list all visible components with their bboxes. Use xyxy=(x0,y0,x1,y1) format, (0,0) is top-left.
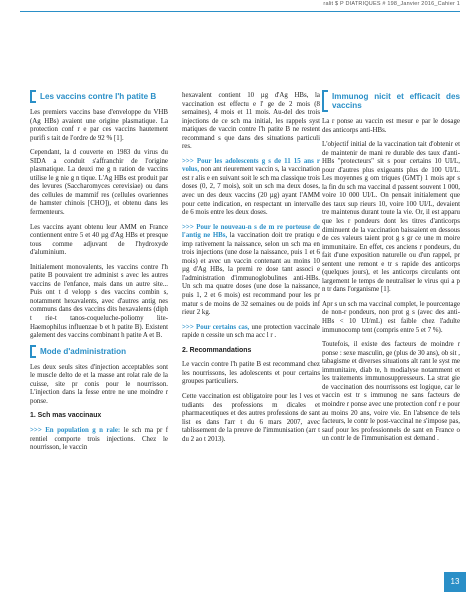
paragraph-lead: >>> Pour les adolescents g s de 11 15 ans r volus, xyxy=(182,157,320,174)
header-text: ralit $ P DIATRIQUES # 198_Janvier 2016_Cahier 1 xyxy=(323,1,460,7)
paragraph: La r ponse au vaccin est mesur e par le dosage des anticorps anti-HBs. xyxy=(322,118,460,134)
page-header xyxy=(0,0,466,20)
paragraph-lead: >>> Pour certains cas, xyxy=(182,323,250,331)
paragraph: Toutefois, il existe des facteurs de moindre r ponse : sexe masculin, ge (plus de 30 ans), ob sit , tabagisme et diverses situations alt rant le syst me immunitaire, diab te, h modialyse notamment et les traitements immunosuppresseurs. La strat gie de vaccination des nourrissons est logique, car le vaccin est tr s immunog ne sans facteurs de moindre r ponse avec une protection conf r e pour au moins 20 ans, voire vie. En l'absence de tels facteurs, le contr le post-vaccinal ne s'impose pas, sauf pour les professionnels de sant en France o un contr le de l'immunisation est demand . xyxy=(322,341,460,443)
subheading: 1. Sch mas vaccinaux xyxy=(30,412,102,420)
paragraph: Les premiers vaccins base d'enveloppe du VHB (Ag HBs) avaient une origine plasmatique. La protection conf r e par ces vaccins hautement purifi s tait de l'ordre de 92 % [1]. xyxy=(30,109,168,142)
paragraph: Cependant, la d couverte en 1983 du virus du SIDA a conduit s'affranchir de l'origine plasmatique. La deuxi me g n ration de vaccins utilise le g nie g n tique. L'Ag HBs est produit par des levures (Saccharomyces cerevisiae) ou dans des cellules de mammif res (cellules ovariennes de hamster chinois [CHO]), et obtenu dans les fermenteurs. xyxy=(30,149,168,217)
paragraph xyxy=(182,158,320,218)
paragraph xyxy=(182,324,320,341)
section-title-text: Les vaccins contre l'h patite B xyxy=(40,92,157,101)
paragraph: Les deux seuls sites d'injection acceptables sont le muscle delto de et la masse ant rolat rale de la cuisse, site pr conis pour le nourrisson. L'injection dans la fesse entre ne une moindre r ponse. xyxy=(30,363,168,405)
title-bracket-icon xyxy=(30,90,36,103)
paragraph-body: non ant rieurement vaccin s, la vaccination est r alis e en suivant soit le sch ma classique trois doses (0, 2, 7 mois), soit un sch ma deux doses, avec un des deux vaccins (20 µg) ayant l'AMM pour cette indication, en respectant un intervalle de 6 mois entre les deux doses. xyxy=(182,166,320,217)
column-3 xyxy=(322,92,460,450)
column-1 xyxy=(30,92,168,453)
section-title-immunogenicite xyxy=(322,92,460,110)
paragraph: hexavalent contient 10 µg d'Ag HBs, la vaccination est effectu e l' ge de 2 mois (8 semaines), 4 mois et 11 mois. Au-del des trois injections de ce sch ma initial, les rappels syst matiques de vaccin contre l'h patite B ne restent recommand s que dans des situations particuli res. xyxy=(182,92,320,151)
paragraph xyxy=(182,224,320,318)
paragraph-body: la vaccination doit tre pratiqu e imp rativement la naissance, selon un sch ma en trois injections (une dose la naissance, puis 1 et 6 mois) et avec un vaccin contenant au moins 10 µg d'Ag HBs, la premi re dose tant associ e l'administration d'immunoglobulines anti-HBs. Un sch ma quatre doses (une dose la naissance, puis 1, 2 et 6 mois) est recommand pour les pr matur s de moins de 32 semaines ou de poids inf rieur 2 kg. xyxy=(182,232,320,317)
section-title-text: Mode d'administration xyxy=(40,346,127,356)
page-number: 13 xyxy=(444,572,466,592)
paragraph-lead: >>> Pour le nouveau-n s de m re porteuse de l'antig ne HBs, xyxy=(182,223,320,240)
column-2 xyxy=(182,92,320,450)
paragraph: Initialement monovalents, les vaccins contre l'h patite B pouvaient tre administ s avec les autres vaccins de l'enfance, mais dans un autre site... Puis ont t d velopp s des vaccins combin s, notamment hexavalents, avec d'autres antig nes communs dans des vaccins dits hexavalents (diph t rie-t tanos-coqueluche-poliomy lite-Haemophilus influenzae b et h patite B). Existent galement des vaccins combinant h patite A et B. xyxy=(30,263,168,340)
section-title-text: Immunog nicit et efficacit des vaccins xyxy=(332,92,460,110)
header-rule xyxy=(20,11,460,12)
section-title-administration xyxy=(30,347,168,356)
title-bracket-icon xyxy=(322,90,328,112)
paragraph: Le vaccin contre l'h patite B est recommand chez les nourrissons, les adolescents et pour certains groupes particuliers. xyxy=(182,361,320,386)
paragraph xyxy=(30,427,168,453)
paragraph: Les vaccins ayant obtenu leur AMM en France contiennent entre 5 et 40 µg d'Ag HBs et presque tous comme adjuvant de l'hydroxyde d'aluminium. xyxy=(30,223,168,257)
paragraph: L'objectif initial de la vaccination tait d'obtenir et de maintenir de mani re durable des taux d'anti-HBs "protecteurs" sit s pour certains 10 UI/L, pour d'autres plus exigeants plus de 100 UI/L. Les moyennes g om triques (GMT) 1 mois apr s la fin du sch ma vaccinal d passent souvent 1 000, voire 10 000 UI/L. On pensait initialement que des taux sup rieurs 10, voire 100 UI/L, devaient tre maintenus durant toute la vie. Or, il est apparu que les r pondeurs dont les titres d'anticorps diminuent de la vaccination baissaient en dessous de ces valeurs taient prot g s gr ce une m moire immunitaire. En effet, ces anciens r pondeurs, du fait d'une exposition naturelle ou d'un rappel, pr sentent une remont e tr s rapide des anticorps (quelques jours), et les anticorps circulants ont largement le temps de neutraliser le virus qui a p n tr dans l'organisme [1]. xyxy=(322,141,460,294)
paragraph-body: le sch ma pr f rentiel comporte trois injections. Chez le nourrisson, le vaccin xyxy=(30,426,168,452)
subheading: 2. Recommandations xyxy=(182,346,252,354)
paragraph-lead: >>> En population g n rale: xyxy=(30,426,121,434)
paragraph: Cette vaccination est obligatoire pour les l ves et tudiants des professions m dicales et pharmaceutiques et des autres professions de sant list es dans l'arr t du 6 mars 2007, avec tablissement de la preuve de l'immunisation (arr t du 2 ao t 2013). xyxy=(182,392,320,443)
paragraph: Apr s un sch ma vaccinal complet, le pourcentage de non-r pondeurs, non prot g s (avec des anti-HBs < 10 UI/mL) est faible chez l'adulte immunocomp tent (compris entre 5 et 7 %). xyxy=(322,300,460,334)
paragraph-body: une protection vaccinale rapide n cessite un sch ma acc l r . xyxy=(182,323,320,340)
title-bracket-icon xyxy=(30,345,36,358)
section-title-vaccins xyxy=(30,92,168,101)
